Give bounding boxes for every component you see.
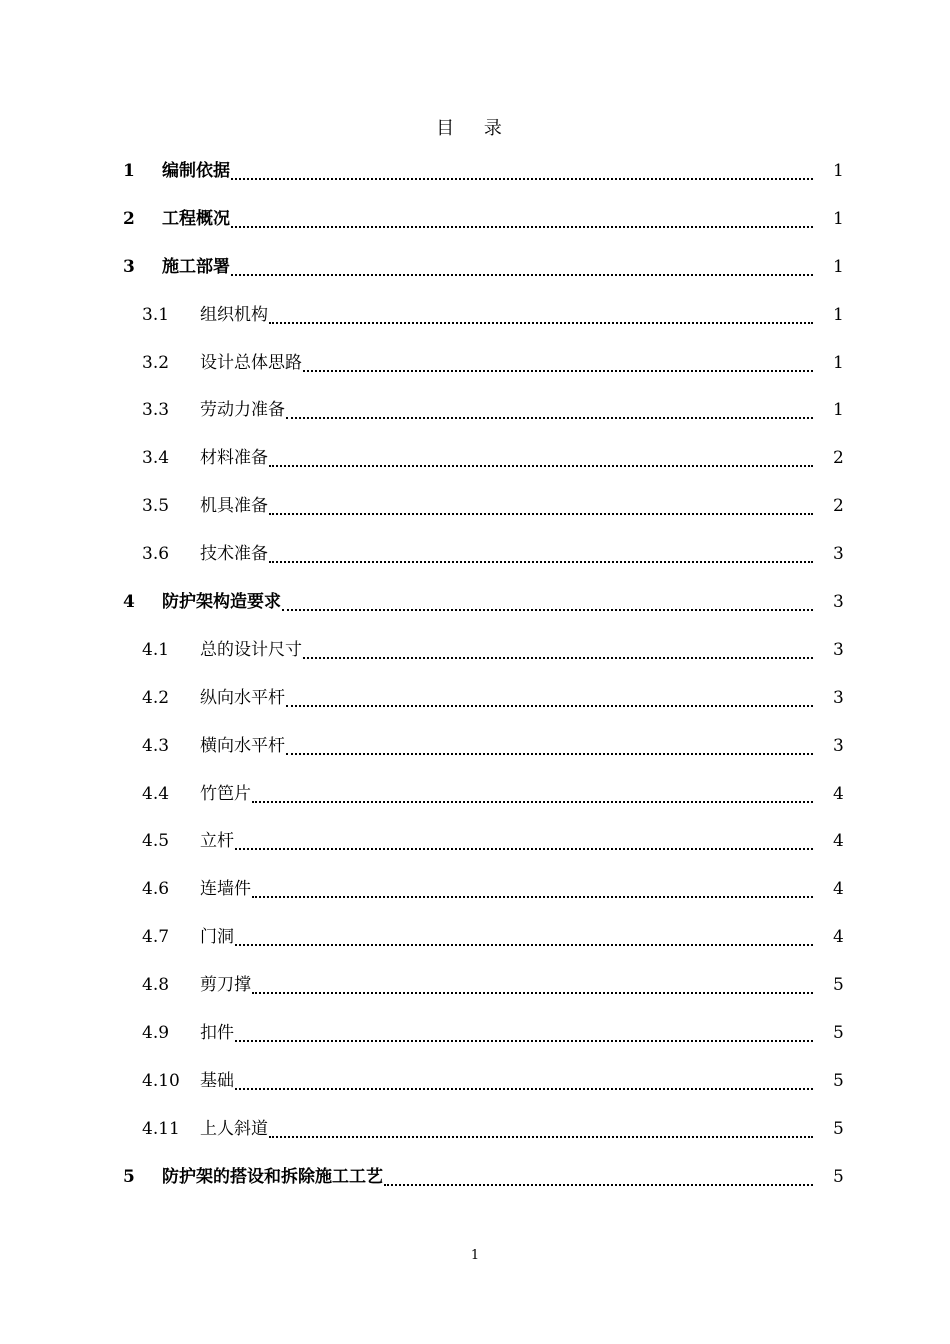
toc-entry[interactable]: [123, 685, 843, 733]
dot-leader: [231, 254, 813, 276]
toc-entry-page: 1: [833, 304, 844, 325]
toc-entry-title: 工程概况: [162, 208, 230, 229]
toc-entry-number: 4.2: [142, 687, 170, 708]
toc-entry-page: 4: [833, 783, 844, 804]
toc-entry-number: 3.1: [142, 304, 170, 325]
dot-leader: [235, 828, 813, 850]
dot-leader: [235, 1020, 813, 1042]
toc-entry-number: 3.3: [142, 400, 170, 421]
dot-leader: [252, 972, 813, 994]
toc-entry-number: 4.11: [142, 1118, 180, 1139]
toc-entry-page: 5: [833, 1070, 844, 1091]
toc-entry-title: 连墙件: [200, 879, 251, 900]
toc-entry-page: 5: [833, 1166, 844, 1187]
toc-entry-title: 竹笆片: [200, 783, 251, 804]
toc-entry-title: 纵向水平杆: [200, 687, 285, 708]
toc-entry[interactable]: [123, 206, 843, 254]
toc-entry[interactable]: [123, 589, 843, 637]
dot-leader: [231, 158, 813, 180]
toc-entry-number: 4.3: [142, 735, 170, 756]
toc-entry[interactable]: [123, 493, 843, 541]
toc-entry[interactable]: [123, 781, 843, 829]
toc-entry-number: 5: [123, 1166, 135, 1187]
toc-entry-number: 4.7: [142, 927, 170, 948]
toc-entry[interactable]: [123, 972, 843, 1020]
dot-leader: [235, 924, 813, 946]
toc-entry-page: 1: [833, 161, 844, 181]
toc-entry-title: 立杆: [200, 831, 234, 852]
toc-entry-number: 4.4: [142, 783, 170, 804]
toc-entry[interactable]: [123, 158, 843, 206]
dot-leader: [269, 445, 813, 467]
toc-entry-number: 1: [123, 161, 135, 181]
toc-entry-title: 组织机构: [200, 304, 268, 325]
toc-list: [123, 158, 843, 1212]
dot-leader: [286, 685, 813, 707]
dot-leader: [231, 206, 813, 228]
toc-entry-page: 1: [833, 256, 844, 277]
toc-entry-title: 劳动力准备: [200, 400, 285, 421]
toc-entry-page: 2: [833, 496, 844, 517]
toc-entry-number: 4.6: [142, 879, 170, 900]
toc-entry[interactable]: [123, 828, 843, 876]
dot-leader: [269, 541, 813, 563]
toc-entry[interactable]: [123, 733, 843, 781]
toc-entry-number: 4.10: [142, 1070, 180, 1091]
toc-entry-number: 3.5: [142, 496, 170, 517]
dot-leader: [286, 397, 813, 419]
toc-entry-page: 2: [833, 448, 844, 469]
toc-entry-number: 4.5: [142, 831, 170, 852]
toc-entry-page: 3: [833, 639, 844, 660]
toc-entry-page: 1: [833, 352, 844, 373]
dot-leader: [252, 781, 813, 803]
toc-entry[interactable]: [123, 924, 843, 972]
toc-entry-title: 防护架的搭设和拆除施工工艺: [162, 1166, 383, 1187]
toc-entry-title: 上人斜道: [200, 1118, 268, 1139]
toc-entry-title: 防护架构造要求: [162, 592, 281, 613]
toc-entry-title: 剪刀撑: [200, 975, 251, 996]
dot-leader: [303, 637, 813, 659]
toc-entry-title: 机具准备: [200, 496, 268, 517]
toc-entry-page: 3: [833, 687, 844, 708]
toc-entry-page: 1: [833, 400, 844, 421]
toc-entry-title: 编制依据: [162, 161, 230, 181]
toc-entry[interactable]: [123, 350, 843, 398]
dot-leader: [269, 302, 813, 324]
toc-entry-number: 4.9: [142, 1023, 170, 1044]
dot-leader: [269, 1116, 813, 1138]
toc-title: 目 录: [436, 118, 514, 139]
toc-entry-title: 设计总体思路: [200, 352, 302, 373]
toc-entry[interactable]: [123, 397, 843, 445]
toc-entry-title: 门洞: [200, 927, 234, 948]
toc-entry-page: 4: [833, 879, 844, 900]
toc-entry[interactable]: [123, 1020, 843, 1068]
toc-entry-title: 总的设计尺寸: [200, 639, 302, 660]
toc-entry-title: 扣件: [200, 1023, 234, 1044]
toc-entry[interactable]: [123, 1116, 843, 1164]
toc-entry[interactable]: [123, 445, 843, 493]
toc-entry-page: 3: [833, 735, 844, 756]
toc-entry[interactable]: [123, 1068, 843, 1116]
toc-entry-page: 3: [833, 592, 844, 613]
toc-entry-number: 4.8: [142, 975, 170, 996]
toc-entry-number: 3.6: [142, 544, 170, 565]
toc-entry-number: 3.2: [142, 352, 170, 373]
dot-leader: [303, 350, 813, 372]
toc-entry-number: 2: [123, 208, 135, 229]
dot-leader: [252, 876, 813, 898]
toc-entry-title: 材料准备: [200, 448, 268, 469]
toc-entry-number: 4: [123, 592, 135, 613]
toc-entry[interactable]: [123, 254, 843, 302]
toc-entry[interactable]: [123, 1164, 843, 1212]
toc-entry[interactable]: [123, 637, 843, 685]
toc-entry-page: 5: [833, 1023, 844, 1044]
toc-entry-page: 5: [833, 975, 844, 996]
toc-entry[interactable]: [123, 302, 843, 350]
toc-entry[interactable]: [123, 541, 843, 589]
dot-leader: [384, 1164, 813, 1186]
toc-entry-title: 横向水平杆: [200, 735, 285, 756]
toc-entry-number: 3: [123, 256, 135, 277]
dot-leader: [235, 1068, 813, 1090]
toc-entry-title: 施工部署: [162, 256, 230, 277]
toc-entry-number: 3.4: [142, 448, 170, 469]
footer-page-number: 1: [470, 1248, 480, 1263]
toc-entry-page: 5: [833, 1118, 844, 1139]
toc-entry-title: 技术准备: [200, 544, 268, 565]
toc-entry-page: 4: [833, 927, 844, 948]
dot-leader: [282, 589, 813, 611]
dot-leader: [286, 733, 813, 755]
dot-leader: [269, 493, 813, 515]
toc-entry-page: 4: [833, 831, 844, 852]
toc-entry-title: 基础: [200, 1070, 234, 1091]
toc-entry-page: 3: [833, 544, 844, 565]
toc-entry-number: 4.1: [142, 639, 170, 660]
toc-entry-page: 1: [833, 208, 844, 229]
toc-entry[interactable]: [123, 876, 843, 924]
